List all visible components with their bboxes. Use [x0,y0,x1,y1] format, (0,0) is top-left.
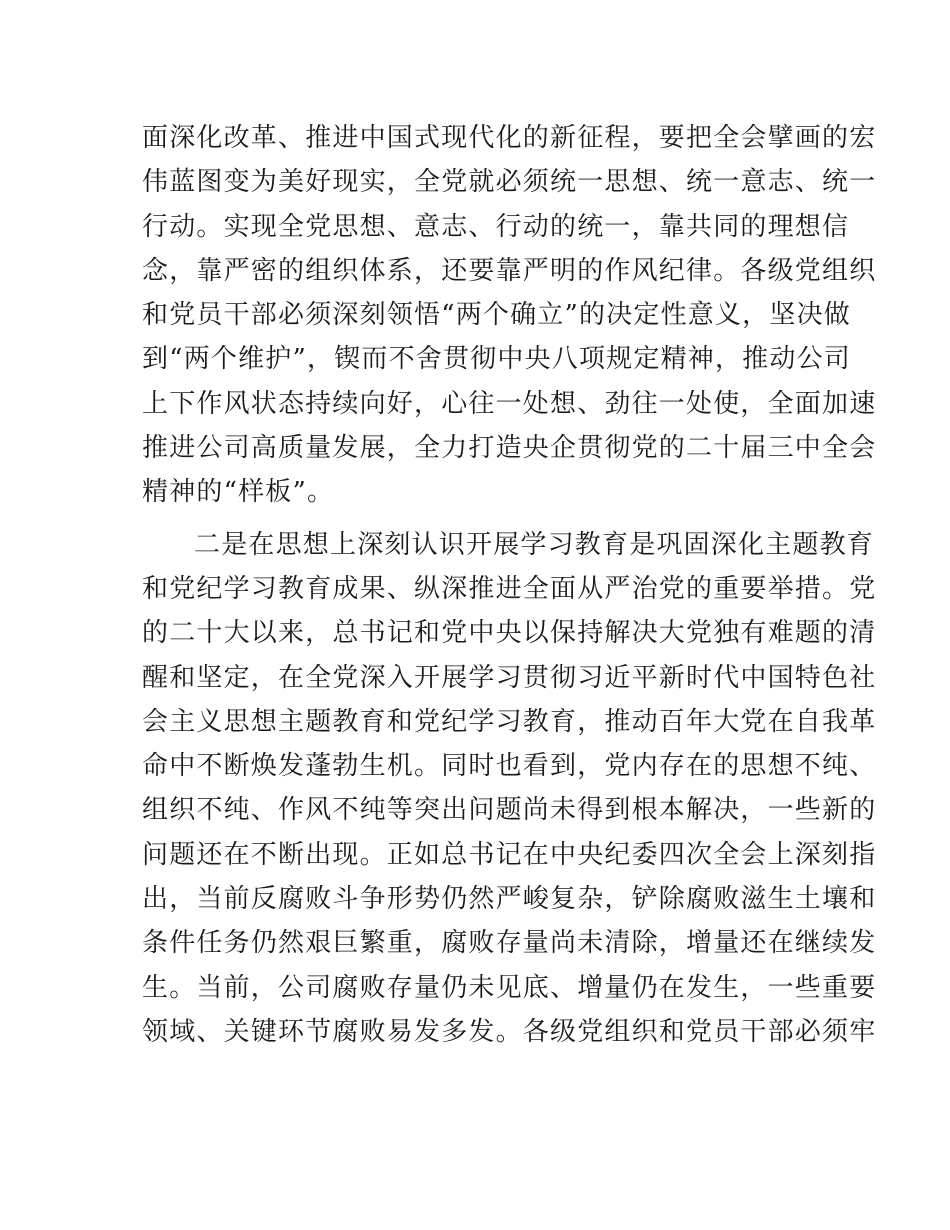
paragraph-2 [142,523,877,1055]
text-line: 会主义思想主题教育和党纪学习教育，推动百年大党在自我革 [142,706,877,737]
text-line: 的二十大以来，总书记和党中央以保持解决大党独有难题的清 [142,618,877,649]
text-line: 和党员干部必须深刻领悟“两个确立”的决定性意义，坚决做 [142,300,851,331]
text-line: 伟蓝图变为美好现实，全党就必须统一思想、统一意志、统一 [142,167,877,198]
text-line: 念，靠严密的组织体系，还要靠严明的作风纪律。各级党组织 [142,255,877,286]
text-line: 问题还在不断出现。正如总书记在中央纪委四次全会上深刻指 [142,839,877,870]
text-line: 出，当前反腐败斗争形势仍然严峻复杂，铲除腐败滋生土壤和 [142,884,877,915]
text-line: 到“两个维护”，锲而不舍贯彻中央八项规定精神，推动公司 [142,344,851,375]
text-line: 生。当前，公司腐败存量仍未见底、增量仍在发生，一些重要 [142,972,877,1003]
text-line: 领域、关键环节腐败易发多发。各级党组织和党员干部必须牢 [142,1016,877,1047]
text-line: 推进公司高质量发展，全力打造央企贯彻党的二十届三中全会 [142,433,877,464]
text-line: 面深化改革、推进中国式现代化的新征程，要把全会擘画的宏 [142,123,877,153]
text-line: 命中不断焕发蓬勃生机。同时也看到，党内存在的思想不纯、 [142,751,877,782]
paragraph-gap [142,515,812,523]
text-line: 醒和坚定，在全党深入开展学习贯彻习近平新时代中国特色社 [142,662,877,693]
text-line: 上下作风状态持续向好，心往一处想、劲往一处使，全面加速 [142,388,877,419]
text-line: 组织不纯、作风不纯等突出问题尚未得到根本解决，一些新的 [142,795,877,826]
text-line: 二是在思想上深刻认识开展学习教育是巩固深化主题教育 [194,529,875,560]
text-line: 精神的“样板”。 [142,477,335,508]
paragraph-1 [142,116,877,515]
text-line: 和党纪学习教育成果、纵深推进全面从严治党的重要举措。党 [142,573,877,604]
text-line: 行动。实现全党思想、意志、行动的统一，靠共同的理想信 [142,211,850,242]
text-line: 条件任务仍然艰巨繁重，腐败存量尚未清除，增量还在继续发 [142,928,877,959]
body-text [142,116,877,1054]
